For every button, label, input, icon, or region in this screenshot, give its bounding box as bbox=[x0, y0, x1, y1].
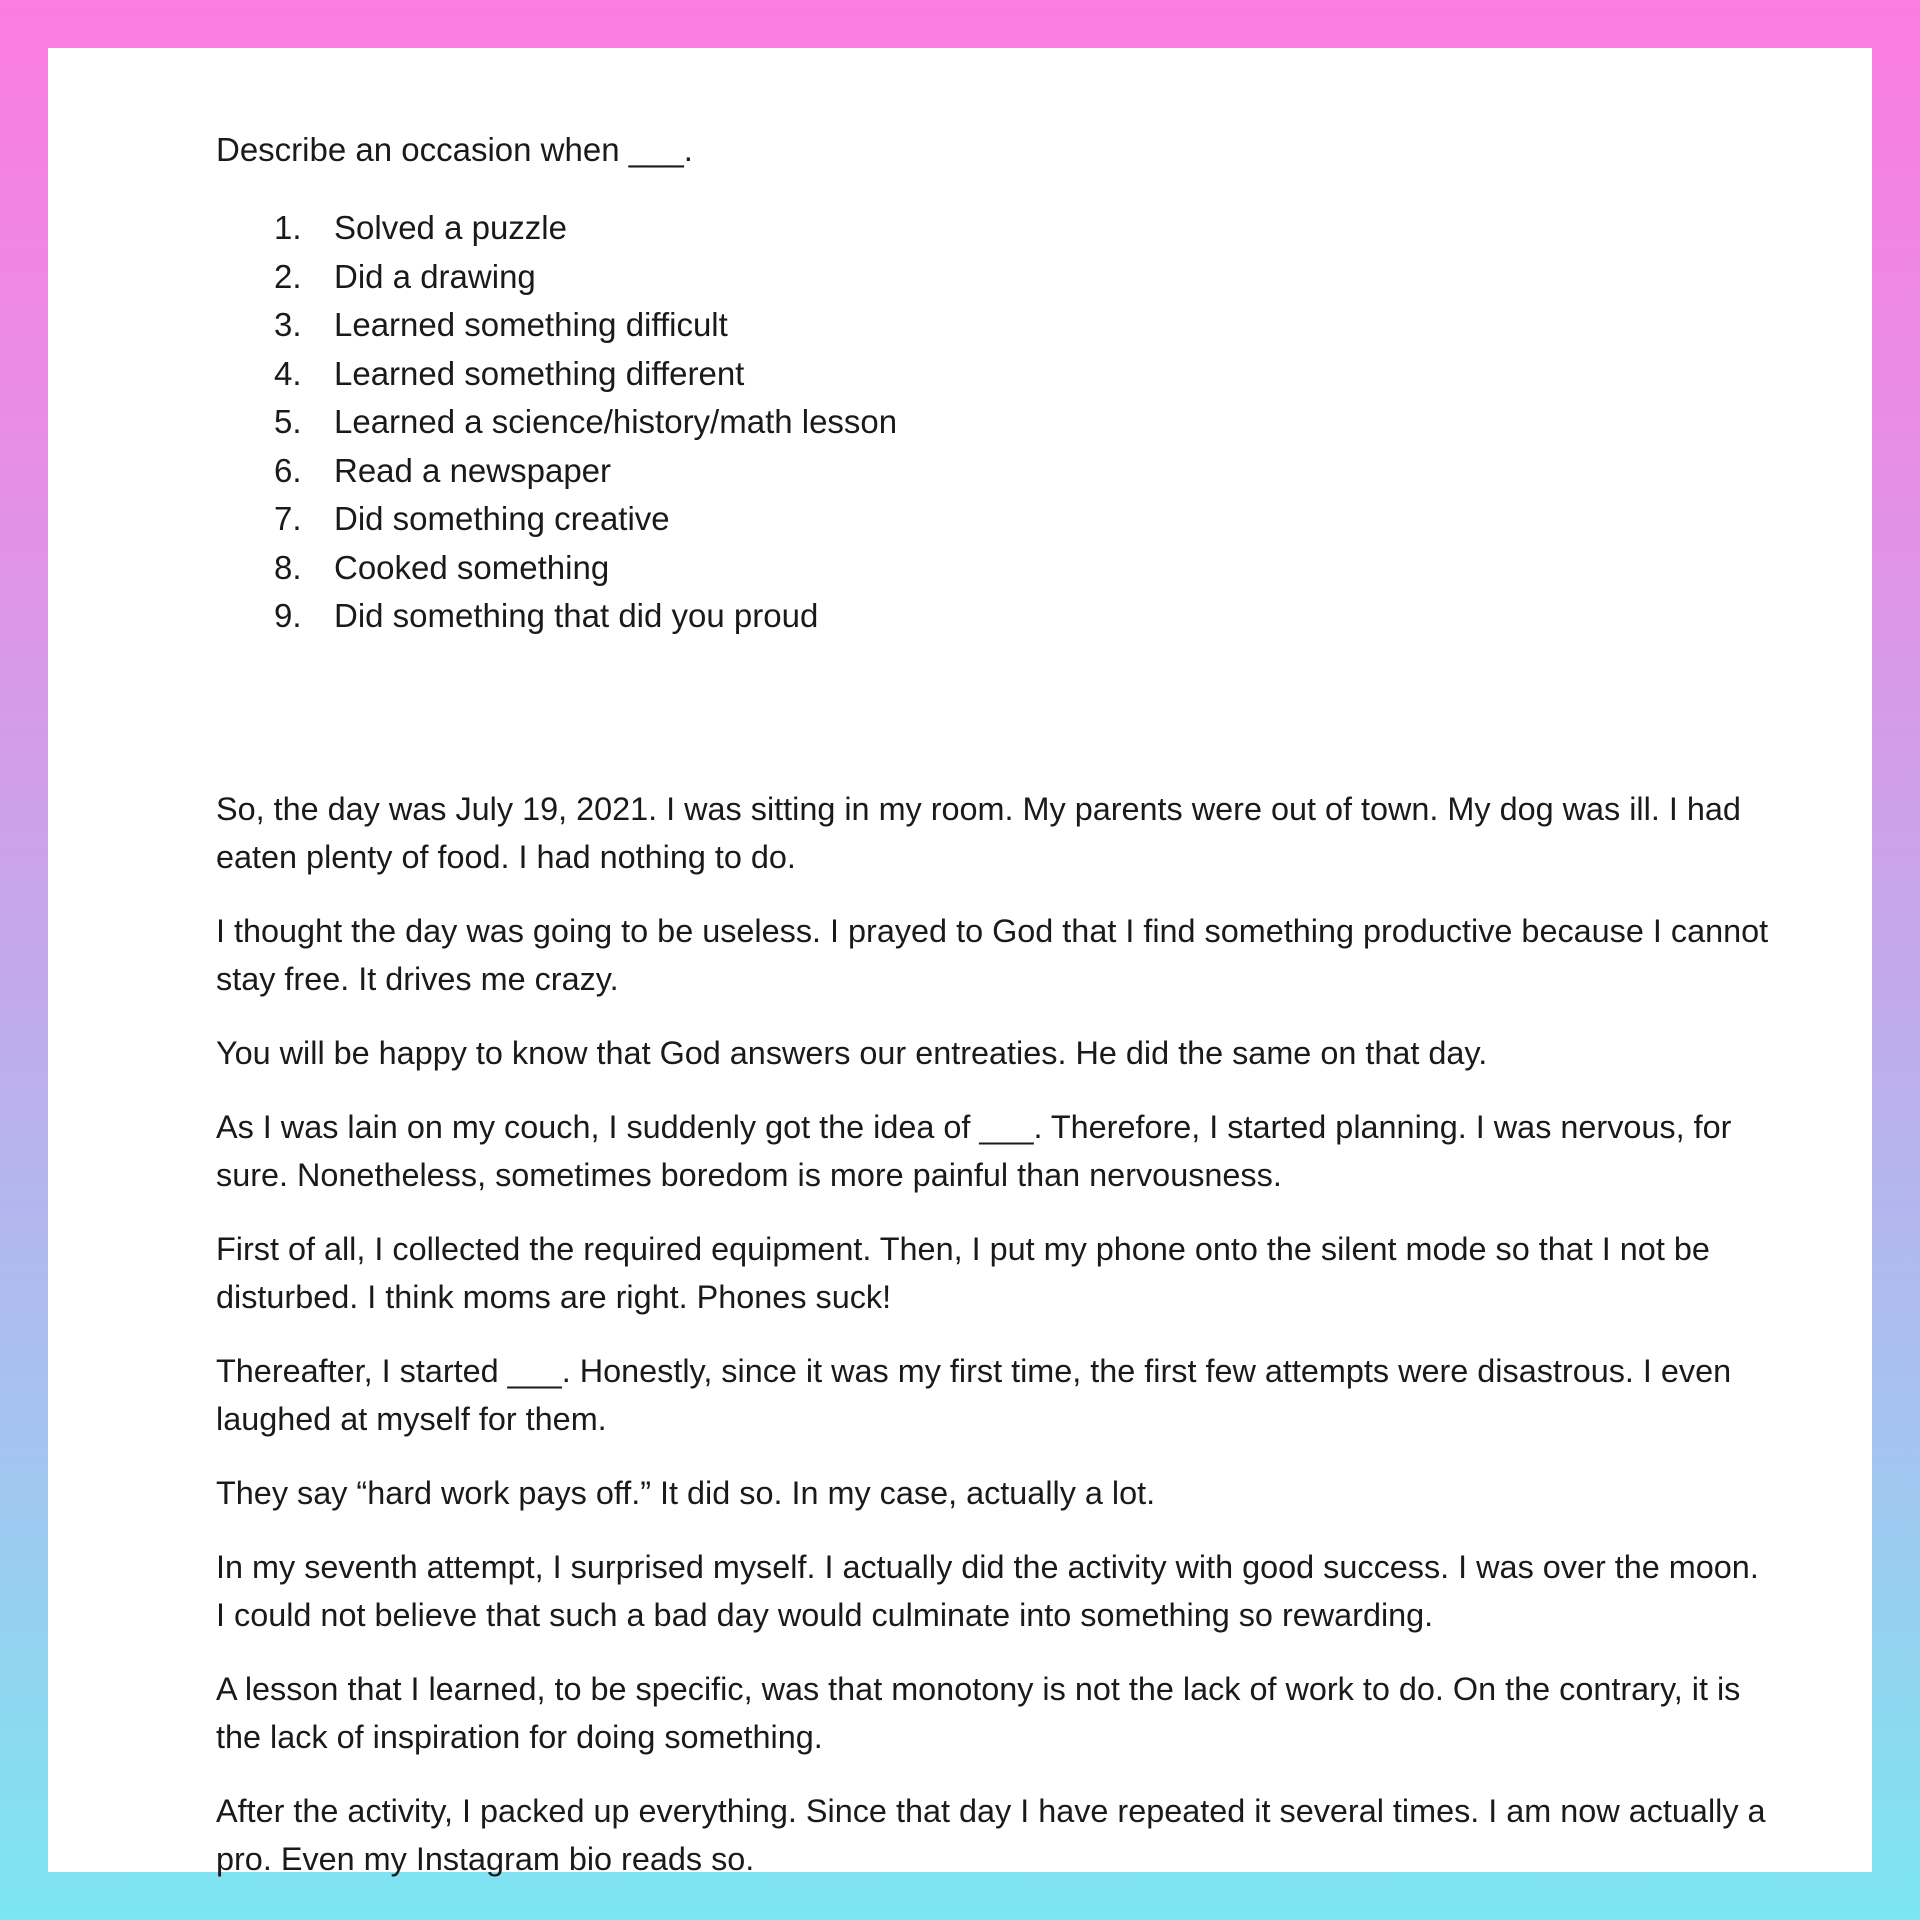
story-paragraph: Thereafter, I started ___. Honestly, since it was my first time, the first few attempts were disastrous. I even laughed at myself for them. bbox=[216, 1352, 1732, 1437]
list-item-number: 1. bbox=[274, 209, 302, 246]
story-paragraph: I thought the day was going to be useless. I prayed to God that I find something productive because I cannot stay free. It drives me crazy. bbox=[216, 912, 1769, 997]
story-paragraph: In my seventh attempt, I surprised myself. I actually did the activity with good success. I was over the moon. I could not believe that such a bad day would culminate into something so rewarding. bbox=[216, 1548, 1759, 1633]
list-item-text: Learned a science/history/math lesson bbox=[334, 403, 898, 440]
story-paragraph: You will be happy to know that God answers our entreaties. He did the same on that day. bbox=[216, 1034, 1488, 1071]
story-paragraph: As I was lain on my couch, I suddenly got the idea of ___. Therefore, I started planning. I was nervous, for sure. Nonetheless, sometimes boredom is more painful than nervousness. bbox=[216, 1108, 1732, 1193]
list-item bbox=[274, 592, 1872, 641]
list-item-number: 7. bbox=[274, 500, 302, 537]
list-item-text: Learned something different bbox=[334, 354, 745, 392]
list-item-number: 2. bbox=[274, 257, 302, 295]
list-item bbox=[274, 350, 1872, 399]
prompt-heading: Describe an occasion when ___. bbox=[216, 131, 693, 168]
list-item bbox=[274, 253, 1872, 302]
list-item-text: Did something creative bbox=[334, 500, 670, 537]
story-paragraph: So, the day was July 19, 2021. I was sitting in my room. My parents were out of town. My dog was ill. I had eaten plenty of food. I had nothing to do. bbox=[216, 790, 1741, 875]
list-item-number: 5. bbox=[274, 403, 302, 440]
list-item-text: Did something that did you proud bbox=[334, 597, 819, 634]
list-item-number: 8. bbox=[274, 548, 302, 586]
story-paragraph: They say “hard work pays off.” It did so. In my case, actually a lot. bbox=[216, 1474, 1156, 1511]
list-item-text: Did a drawing bbox=[334, 257, 536, 295]
list-item bbox=[274, 204, 1872, 253]
list-item bbox=[274, 495, 1872, 544]
list-item bbox=[274, 544, 1872, 593]
list-item-text: Learned something difficult bbox=[334, 306, 728, 343]
list-item-number: 9. bbox=[274, 597, 302, 634]
list-item bbox=[274, 398, 1872, 447]
list-item-text: Solved a puzzle bbox=[334, 209, 567, 246]
list-item-text: Read a newspaper bbox=[334, 451, 612, 489]
list-item-number: 6. bbox=[274, 451, 302, 489]
list-item-text: Cooked something bbox=[334, 548, 610, 586]
list-item bbox=[274, 447, 1872, 496]
document-page bbox=[48, 48, 1872, 1877]
story-paragraph: First of all, I collected the required equipment. Then, I put my phone onto the silent mode so that I not be disturbed. I think moms are right. Phones suck! bbox=[216, 1230, 1710, 1315]
occasion-list bbox=[216, 204, 1872, 641]
story-paragraph: A lesson that I learned, to be specific, was that monotony is not the lack of work to do. On the contrary, it is the lack of inspiration for doing something. bbox=[216, 1670, 1741, 1755]
list-item-number: 4. bbox=[274, 354, 302, 392]
list-item bbox=[274, 301, 1872, 350]
list-item-number: 3. bbox=[274, 306, 302, 343]
story-paragraph: After the activity, I packed up everything. Since that day I have repeated it several times. I am now actually a pro. Even my Instagram bio reads so. bbox=[216, 1792, 1766, 1877]
story-body bbox=[216, 785, 1776, 1883]
